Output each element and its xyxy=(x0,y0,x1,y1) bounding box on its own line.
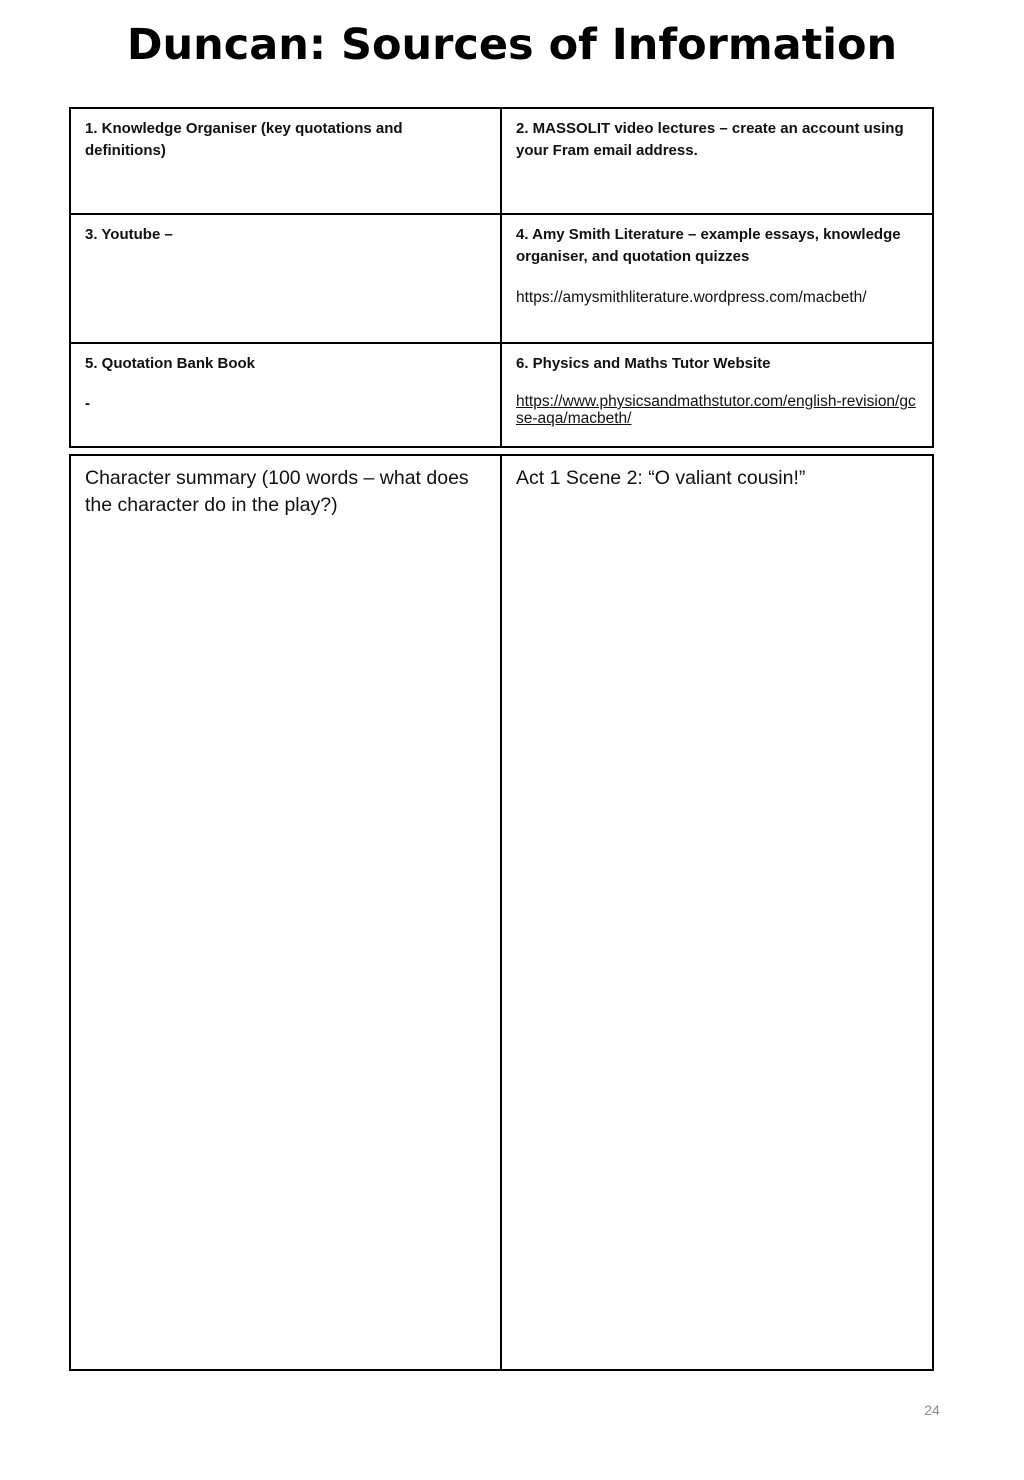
spacer xyxy=(85,375,486,393)
page-title: Duncan: Sources of Information xyxy=(126,20,898,70)
source-heading: 2. MASSOLIT video lectures – create an account using your Fram email address. xyxy=(516,120,904,159)
source-heading: 3. Youtube – xyxy=(85,226,173,243)
page-number: 24 xyxy=(924,1402,940,1418)
physics-maths-tutor-link[interactable]: https://www.physicsandmathstutor.com/english-revision/gcse-aqa/macbeth/ xyxy=(516,393,916,427)
spacer xyxy=(516,268,918,286)
source-cell-physics-maths-tutor xyxy=(502,344,932,446)
writing-table xyxy=(69,454,934,1371)
character-summary-prompt: Character summary (100 words – what does the character do in the play?) xyxy=(85,467,469,516)
quotation-bank-dash: - xyxy=(85,395,90,412)
source-heading: 6. Physics and Maths Tutor Website xyxy=(516,355,771,372)
source-cell-quotation-bank xyxy=(71,344,502,446)
source-heading: 5. Quotation Bank Book xyxy=(85,355,256,372)
sources-table xyxy=(69,107,934,448)
source-cell-youtube xyxy=(71,215,502,344)
quotation-analysis-box[interactable] xyxy=(502,456,932,1369)
source-cell-knowledge-organiser xyxy=(71,109,502,215)
source-cell-amy-smith xyxy=(502,215,932,344)
source-heading: 1. Knowledge Organiser (key quotations and definitions) xyxy=(85,120,403,159)
spacer xyxy=(516,375,918,393)
character-summary-box[interactable] xyxy=(71,456,502,1369)
source-heading: 4. Amy Smith Literature – example essays, knowledge organiser, and quotation quizzes xyxy=(516,226,901,265)
amy-smith-url[interactable]: https://amysmithliterature.wordpress.com/macbeth/ xyxy=(516,289,867,306)
source-cell-massolit xyxy=(502,109,932,215)
quotation-prompt: Act 1 Scene 2: “O valiant cousin!” xyxy=(516,467,806,489)
